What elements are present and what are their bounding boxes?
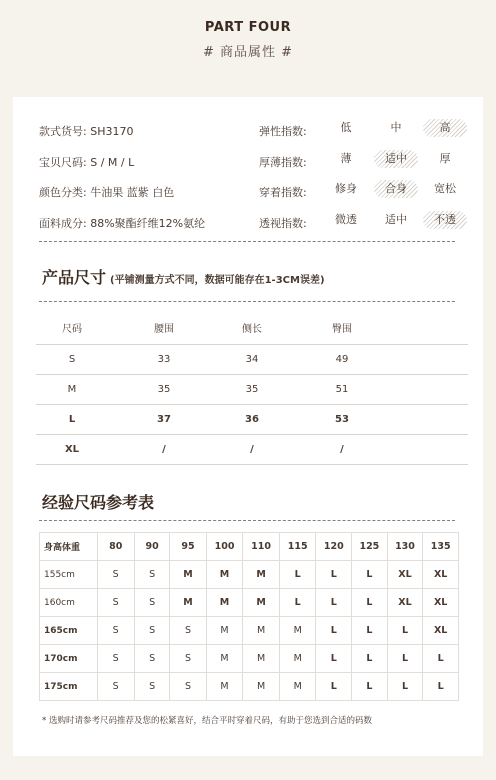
size-cell: M	[170, 589, 206, 617]
attr-row	[39, 178, 459, 209]
size-cell: XL	[423, 561, 459, 589]
weight-header: 100	[206, 533, 243, 561]
section-subtitle: # 商品属性 #	[202, 45, 294, 60]
fit-option: 宽松	[434, 182, 456, 195]
size-cell: M	[279, 617, 316, 645]
size-cell: M	[279, 645, 316, 673]
size-cell: S	[97, 589, 134, 617]
size-cell: XL	[423, 617, 459, 645]
elasticity-option: 中	[390, 121, 402, 134]
size-cell: L	[423, 645, 459, 673]
ref-table-row	[40, 617, 459, 645]
size-cell: M	[206, 673, 243, 701]
size-cell: M	[279, 673, 316, 701]
size-cell: L	[423, 673, 459, 701]
fit-option: 修身	[335, 182, 357, 195]
attr-row	[39, 209, 459, 240]
size-cell: L	[352, 561, 388, 589]
page-header	[0, 20, 496, 60]
side-length-cell: /	[250, 444, 254, 455]
header-cell: 侧长	[242, 324, 262, 335]
divider	[39, 241, 455, 242]
size-cell: L	[68, 414, 76, 425]
size-cell: M	[206, 589, 243, 617]
weight-header: 80	[97, 533, 134, 561]
hip-cell: 51	[335, 384, 349, 395]
size-cell: XL	[64, 444, 80, 455]
size-cell: L	[352, 645, 388, 673]
weight-header: 95	[170, 533, 206, 561]
size-cell: S	[170, 617, 206, 645]
ref-table-row	[40, 645, 459, 673]
size-cell: L	[352, 673, 388, 701]
hip-cell: /	[340, 444, 344, 455]
size-cell: S	[134, 673, 169, 701]
elasticity-option: 低	[340, 121, 352, 134]
size-section-note: (平铺测量方式不同，数据可能存在1-3CM误差)	[110, 275, 325, 286]
size-cell: S	[134, 617, 169, 645]
waist-cell: 35	[157, 384, 171, 395]
fit-option-selected: 合身	[374, 180, 418, 198]
size-section-title: 产品尺寸 (平铺测量方式不同，数据可能存在1-3CM误差)	[42, 268, 325, 287]
size-cell: L	[316, 561, 352, 589]
size-reference-table	[39, 532, 459, 701]
height-cell: 165cm	[40, 617, 98, 645]
side-length-cell: 36	[245, 414, 259, 425]
size-cell: S	[97, 561, 134, 589]
header-cell: 臀围	[332, 324, 352, 335]
ref-table-row	[40, 673, 459, 701]
transparency-option: 适中	[385, 212, 407, 226]
size-cell: L	[387, 673, 423, 701]
weight-header: 90	[134, 533, 169, 561]
thickness-option-selected: 适中	[374, 150, 418, 168]
ref-section-title: 经验尺码参考表	[42, 493, 155, 512]
size-cell: S	[97, 673, 134, 701]
transparency-label: 透视指数:	[259, 216, 307, 230]
size-cell: M	[206, 617, 243, 645]
size-cell: S	[170, 673, 206, 701]
size-table-row	[36, 435, 468, 465]
divider	[39, 520, 455, 521]
header-cell: 尺码	[62, 324, 82, 335]
waist-cell: 33	[157, 354, 171, 365]
height-cell: 170cm	[40, 645, 98, 673]
thickness-option: 薄	[340, 151, 352, 165]
side-length-cell: 34	[245, 354, 259, 365]
height-cell: 160cm	[40, 589, 98, 617]
transparency-option: 微透	[335, 212, 357, 226]
size-cell: L	[316, 617, 352, 645]
hip-cell: 53	[335, 414, 349, 425]
size-cell: XL	[387, 561, 423, 589]
waist-cell: 37	[157, 414, 171, 425]
elasticity-label: 弹性指数:	[259, 125, 307, 138]
size-table	[36, 315, 468, 465]
product-info-card	[13, 97, 483, 756]
attr-colors: 颜色分类: 牛油果 蓝紫 白色	[39, 186, 175, 199]
weight-header: 135	[423, 533, 459, 561]
size-cell: S	[68, 354, 76, 365]
header-cell: 腰围	[154, 324, 174, 335]
size-cell: XL	[423, 589, 459, 617]
size-table-row	[36, 405, 468, 435]
size-cell: S	[97, 617, 134, 645]
elasticity-option-selected: 高	[423, 119, 467, 137]
side-length-cell: 35	[245, 384, 259, 395]
attr-style-no: 款式货号: SH3170	[39, 125, 134, 138]
height-cell: 155cm	[40, 561, 98, 589]
weight-header: 125	[352, 533, 388, 561]
size-cell: M	[243, 589, 280, 617]
footnote: * 选购时请参考尺码推荐及您的松紧喜好，结合平时穿着尺码，有助于您选到合适的码数	[42, 716, 372, 726]
thickness-option: 厚	[439, 151, 451, 165]
weight-header: 115	[279, 533, 316, 561]
size-cell: L	[316, 673, 352, 701]
fit-label: 穿着指数:	[259, 186, 307, 199]
weight-header: 130	[387, 533, 423, 561]
attr-row	[39, 117, 459, 148]
size-cell: S	[97, 645, 134, 673]
size-cell: M	[243, 645, 280, 673]
attr-fabric: 面料成分: 88%聚酯纤维12%氨纶	[39, 216, 206, 230]
size-table-header	[36, 315, 468, 345]
transparency-option-selected: 不透	[423, 211, 467, 229]
ref-table-row	[40, 561, 459, 589]
size-cell: M	[206, 561, 243, 589]
size-cell: M	[243, 617, 280, 645]
size-cell: L	[316, 645, 352, 673]
weight-header: 110	[243, 533, 280, 561]
size-cell: M	[243, 561, 280, 589]
part-title: PART FOUR	[204, 20, 292, 35]
size-cell: S	[134, 561, 169, 589]
size-cell: XL	[387, 589, 423, 617]
height-weight-header: 身高体重	[40, 533, 98, 561]
waist-cell: /	[162, 444, 166, 455]
size-cell: M	[170, 561, 206, 589]
height-cell: 175cm	[40, 673, 98, 701]
size-cell: S	[134, 645, 169, 673]
size-cell: M	[206, 645, 243, 673]
size-cell: L	[387, 617, 423, 645]
divider	[39, 301, 455, 302]
size-table-row	[36, 375, 468, 405]
size-cell: L	[387, 645, 423, 673]
size-cell: M	[67, 384, 77, 395]
size-cell: L	[279, 589, 316, 617]
size-cell: M	[243, 673, 280, 701]
size-cell: S	[134, 589, 169, 617]
ref-table-header	[40, 533, 459, 561]
attr-sizes: 宝贝尺码: S / M / L	[39, 155, 135, 169]
size-cell: L	[352, 589, 388, 617]
ref-table-row	[40, 589, 459, 617]
thickness-label: 厚薄指数:	[259, 155, 307, 169]
size-cell: S	[170, 645, 206, 673]
size-cell: L	[316, 589, 352, 617]
attr-row	[39, 148, 459, 179]
attributes-block	[39, 117, 459, 239]
size-table-row	[36, 345, 468, 375]
hip-cell: 49	[335, 354, 349, 365]
size-cell: L	[279, 561, 316, 589]
weight-header: 120	[316, 533, 352, 561]
size-cell: L	[352, 617, 388, 645]
